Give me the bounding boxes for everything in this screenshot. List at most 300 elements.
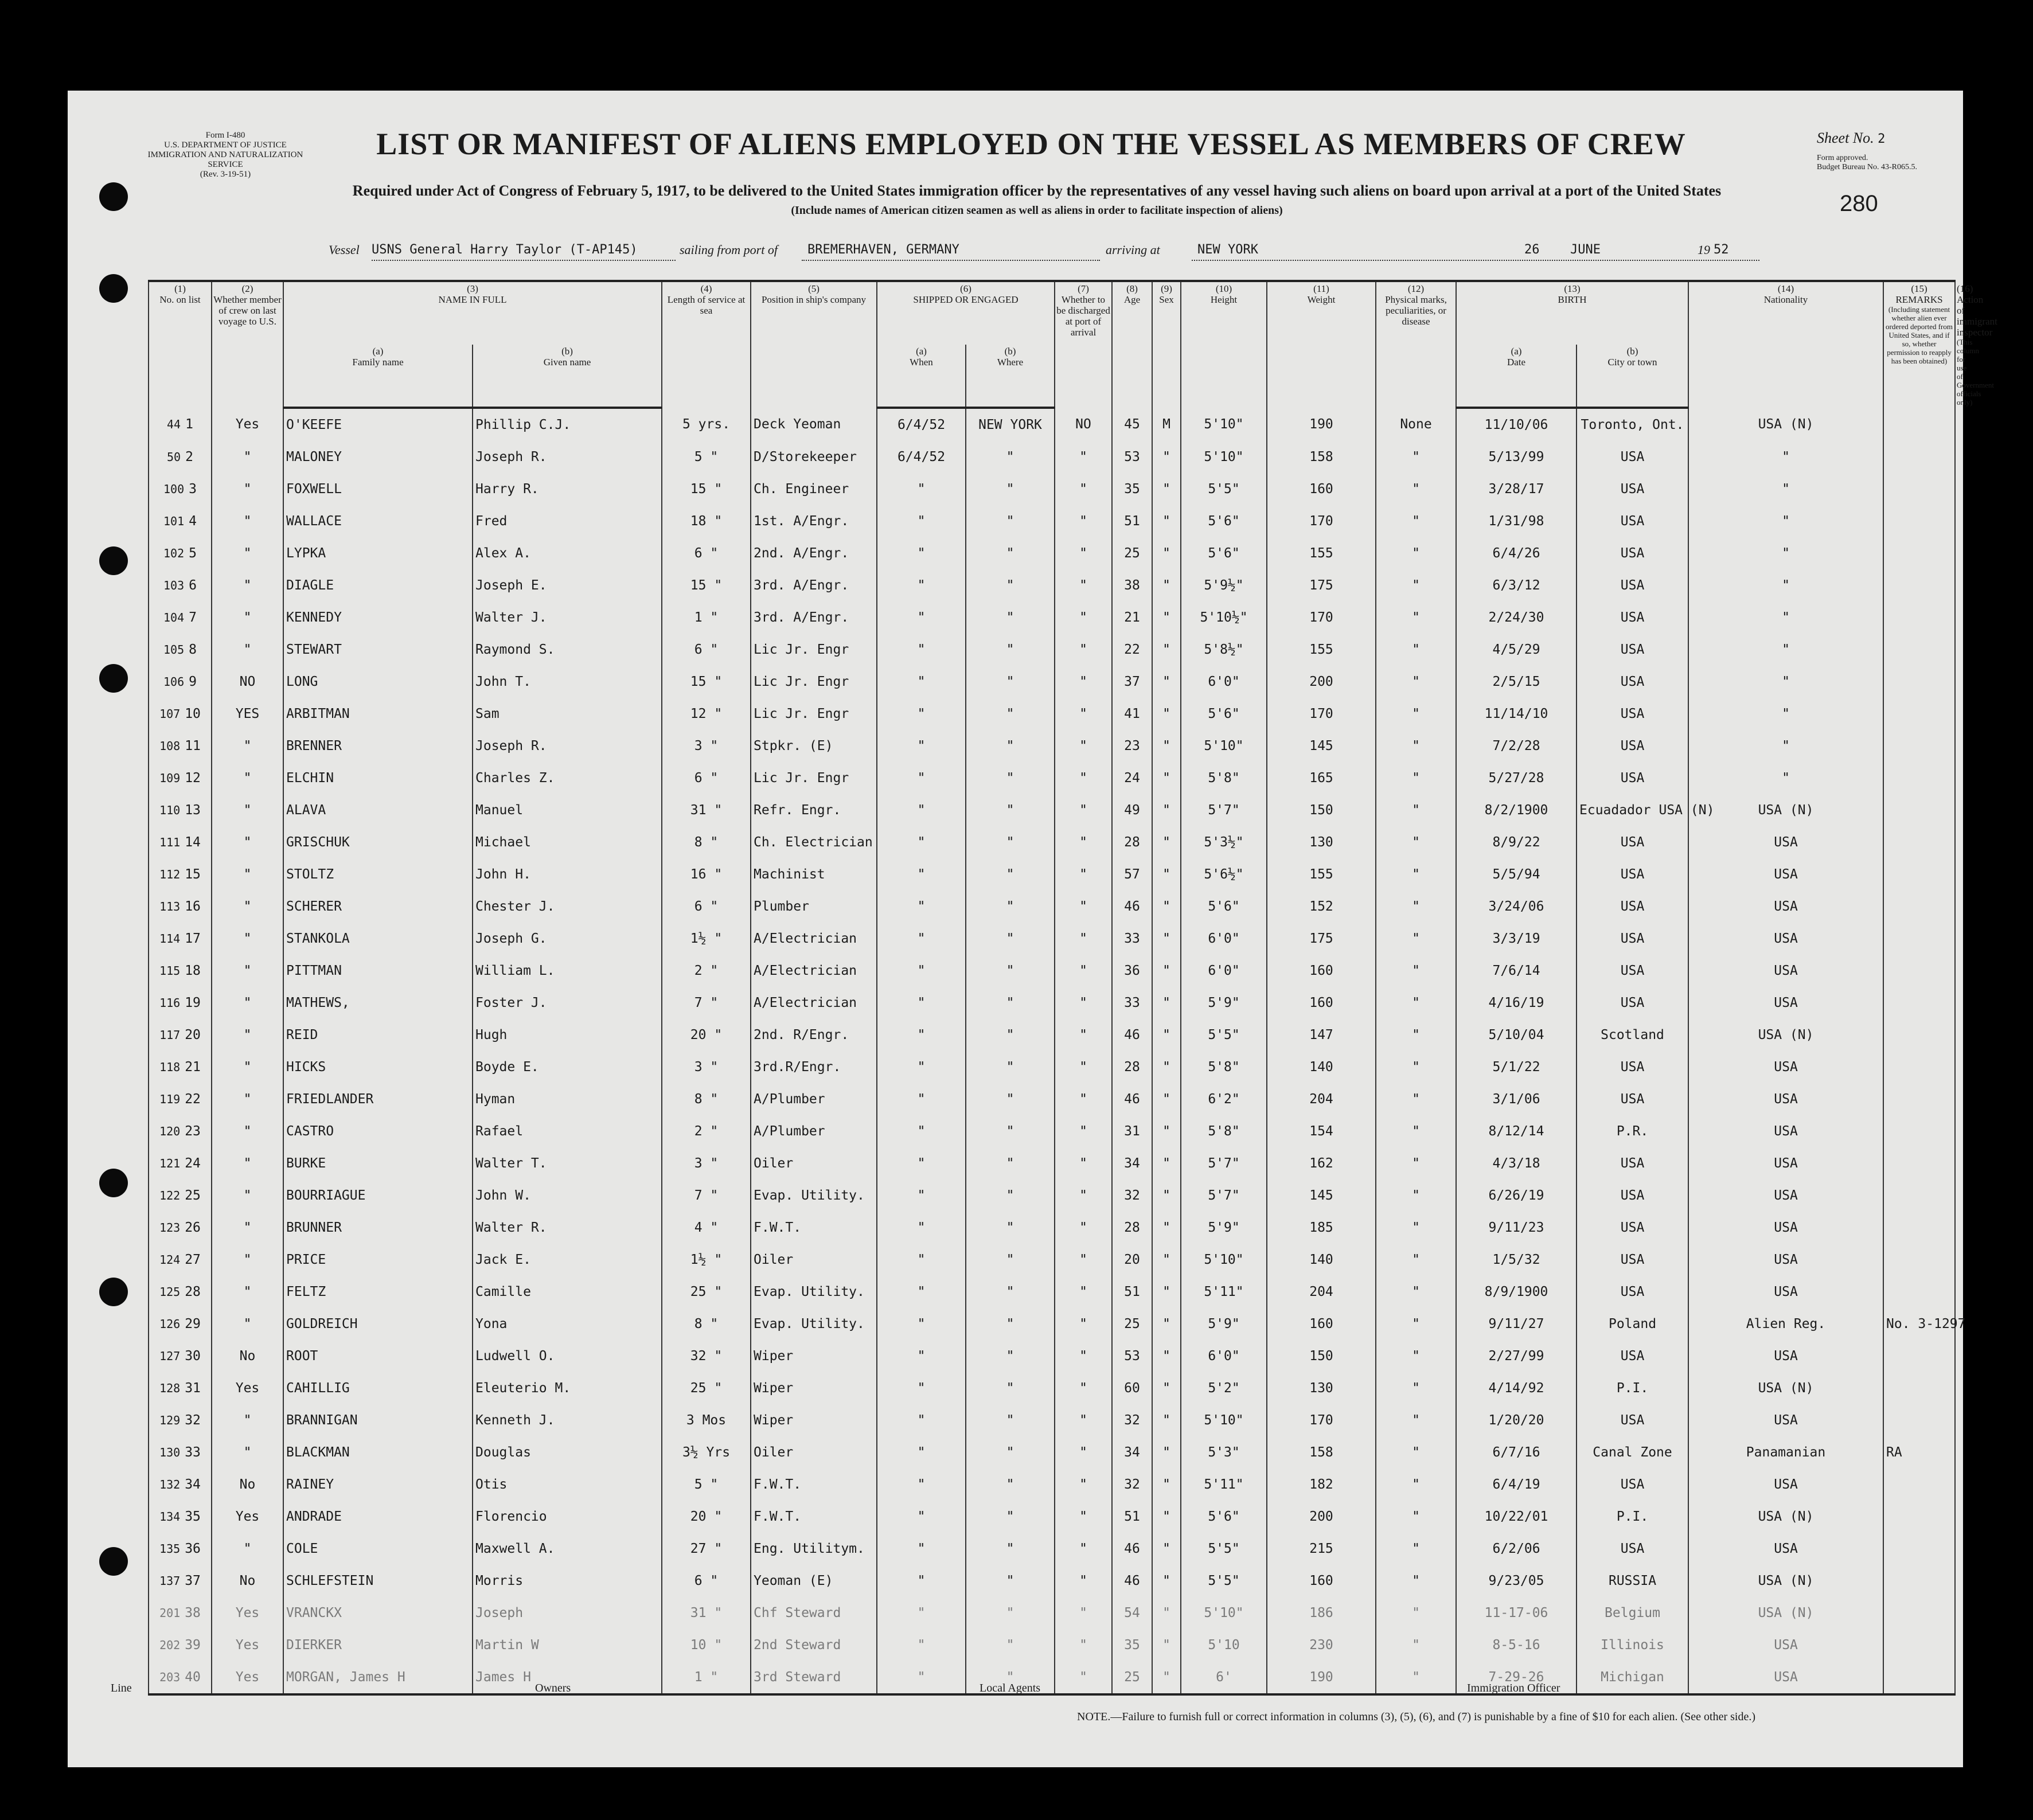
cell-discharge: " bbox=[1055, 1340, 1112, 1372]
margin-number: 130 bbox=[159, 1446, 181, 1459]
cell-shipped-where: " bbox=[966, 1083, 1055, 1115]
cell-row-number bbox=[149, 441, 212, 473]
cell-discharge: " bbox=[1055, 1533, 1112, 1565]
cell-birth-date: 8/12/14 bbox=[1456, 1115, 1577, 1147]
cell-weight: 140 bbox=[1267, 1244, 1376, 1276]
cell-weight: 140 bbox=[1267, 1051, 1376, 1083]
punch-hole bbox=[99, 1169, 128, 1197]
cell-remarks bbox=[1883, 602, 1955, 634]
cell-birth-city: USA bbox=[1577, 826, 1688, 858]
cell-birth-city: P.I. bbox=[1577, 1372, 1688, 1404]
list-number: 15 bbox=[185, 867, 201, 882]
form-approved-line: Form approved. bbox=[1817, 154, 1868, 162]
cell-given-name: Martin W bbox=[473, 1629, 662, 1661]
cell-sex: " bbox=[1152, 1244, 1181, 1276]
cell-shipped-when: " bbox=[877, 1051, 966, 1083]
cell-physical-marks: " bbox=[1376, 1115, 1456, 1147]
margin-number: 122 bbox=[159, 1189, 181, 1202]
cell-physical-marks: " bbox=[1376, 1501, 1456, 1533]
cell-row-number bbox=[149, 1083, 212, 1115]
cell-given-name: Kenneth J. bbox=[473, 1404, 662, 1436]
cell-service-length: 6 " bbox=[662, 537, 751, 569]
cell-sex: " bbox=[1152, 762, 1181, 794]
cell-age: 54 bbox=[1112, 1597, 1152, 1629]
cell-last-voyage: Yes bbox=[212, 1661, 283, 1694]
margin-number: 102 bbox=[163, 546, 185, 560]
cell-nationality: USA (N) bbox=[1688, 1597, 1883, 1629]
cell-birth-city: USA bbox=[1577, 666, 1688, 698]
cell-shipped-when: " bbox=[877, 794, 966, 826]
cell-birth-date: 9/11/23 bbox=[1456, 1212, 1577, 1244]
cell-position: 2nd Steward bbox=[751, 1629, 877, 1661]
cell-birth-city: Canal Zone bbox=[1577, 1436, 1688, 1469]
list-number: 26 bbox=[185, 1220, 201, 1235]
underline bbox=[802, 260, 1100, 261]
cell-age: 51 bbox=[1112, 1276, 1152, 1308]
handwritten-number: 280 bbox=[1840, 191, 1878, 216]
cell-remarks bbox=[1883, 634, 1955, 666]
cell-birth-city: USA bbox=[1577, 634, 1688, 666]
cell-age: 53 bbox=[1112, 1340, 1152, 1372]
cell-birth-city: Ecuadador USA (N) bbox=[1577, 794, 1688, 826]
table-row bbox=[149, 602, 1955, 634]
cell-family-name: VRANCKX bbox=[283, 1597, 473, 1629]
cell-nationality: Panamanian bbox=[1688, 1436, 1883, 1469]
cell-age: 25 bbox=[1112, 537, 1152, 569]
cell-shipped-where: " bbox=[966, 1308, 1055, 1340]
margin-number: 115 bbox=[159, 964, 181, 978]
cell-birth-date: 5/5/94 bbox=[1456, 858, 1577, 891]
col-header-age: (8) Age bbox=[1112, 281, 1152, 408]
cell-discharge: " bbox=[1055, 473, 1112, 505]
margin-number: 104 bbox=[163, 611, 185, 624]
cell-nationality: USA (N) bbox=[1688, 1501, 1883, 1533]
cell-nationality: USA bbox=[1688, 1147, 1883, 1180]
cell-shipped-where: " bbox=[966, 537, 1055, 569]
table-row bbox=[149, 569, 1955, 602]
cell-service-length: 1½ " bbox=[662, 923, 751, 955]
cell-discharge: " bbox=[1055, 1372, 1112, 1404]
cell-physical-marks: " bbox=[1376, 826, 1456, 858]
cell-discharge: " bbox=[1055, 1501, 1112, 1533]
cell-sex: " bbox=[1152, 955, 1181, 987]
cell-shipped-when: " bbox=[877, 505, 966, 537]
cell-birth-city: USA bbox=[1577, 891, 1688, 923]
cell-physical-marks: " bbox=[1376, 1147, 1456, 1180]
cell-shipped-where: " bbox=[966, 730, 1055, 762]
cell-row-number bbox=[149, 666, 212, 698]
cell-physical-marks: " bbox=[1376, 1083, 1456, 1115]
list-number: 19 bbox=[185, 995, 201, 1010]
cell-last-voyage: " bbox=[212, 602, 283, 634]
cell-sex: " bbox=[1152, 923, 1181, 955]
cell-physical-marks: " bbox=[1376, 794, 1456, 826]
cell-height: 5'6" bbox=[1181, 698, 1267, 730]
cell-discharge: " bbox=[1055, 794, 1112, 826]
cell-remarks bbox=[1883, 923, 1955, 955]
punch-hole bbox=[99, 274, 128, 303]
cell-remarks bbox=[1883, 1661, 1955, 1694]
cell-shipped-where: " bbox=[966, 602, 1055, 634]
cell-birth-city: USA bbox=[1577, 1083, 1688, 1115]
cell-shipped-where: NEW YORK bbox=[966, 408, 1055, 441]
cell-last-voyage: " bbox=[212, 1180, 283, 1212]
cell-family-name: BURKE bbox=[283, 1147, 473, 1180]
cell-position: Stpkr. (E) bbox=[751, 730, 877, 762]
cell-discharge: " bbox=[1055, 1565, 1112, 1597]
cell-last-voyage: No bbox=[212, 1340, 283, 1372]
cell-birth-city: Michigan bbox=[1577, 1661, 1688, 1694]
cell-height: 5'8" bbox=[1181, 1115, 1267, 1147]
cell-service-length: 20 " bbox=[662, 1019, 751, 1051]
cell-given-name: Alex A. bbox=[473, 537, 662, 569]
cell-row-number bbox=[149, 602, 212, 634]
cell-height: 5'6" bbox=[1181, 505, 1267, 537]
cell-weight: 160 bbox=[1267, 987, 1376, 1019]
cell-nationality: USA (N) bbox=[1688, 408, 1883, 441]
cell-given-name: Morris bbox=[473, 1565, 662, 1597]
cell-sex: " bbox=[1152, 1533, 1181, 1565]
cell-shipped-when: " bbox=[877, 1661, 966, 1694]
cell-given-name: Foster J. bbox=[473, 987, 662, 1019]
cell-discharge: " bbox=[1055, 1404, 1112, 1436]
cell-service-length: 1½ " bbox=[662, 1244, 751, 1276]
cell-age: 32 bbox=[1112, 1180, 1152, 1212]
cell-age: 36 bbox=[1112, 955, 1152, 987]
cell-shipped-when: " bbox=[877, 1308, 966, 1340]
cell-discharge: " bbox=[1055, 1244, 1112, 1276]
cell-shipped-when: " bbox=[877, 1083, 966, 1115]
cell-birth-city: USA bbox=[1577, 602, 1688, 634]
cell-remarks bbox=[1883, 1597, 1955, 1629]
cell-nationality: " bbox=[1688, 698, 1883, 730]
cell-given-name: John H. bbox=[473, 858, 662, 891]
cell-shipped-where: " bbox=[966, 1276, 1055, 1308]
table-row bbox=[149, 1340, 1955, 1372]
cell-age: 53 bbox=[1112, 441, 1152, 473]
cell-discharge: " bbox=[1055, 1051, 1112, 1083]
cell-given-name: Michael bbox=[473, 826, 662, 858]
table-row bbox=[149, 1404, 1955, 1436]
margin-number: 129 bbox=[159, 1413, 181, 1427]
cell-given-name: Sam bbox=[473, 698, 662, 730]
footer-line: Line bbox=[111, 1682, 132, 1694]
cell-service-length: 6 " bbox=[662, 762, 751, 794]
cell-family-name: ANDRADE bbox=[283, 1501, 473, 1533]
cell-birth-date: 6/4/19 bbox=[1456, 1469, 1577, 1501]
cell-remarks bbox=[1883, 1340, 1955, 1372]
cell-birth-date: 9/11/27 bbox=[1456, 1308, 1577, 1340]
cell-age: 46 bbox=[1112, 1083, 1152, 1115]
cell-service-length: 6 " bbox=[662, 1565, 751, 1597]
table-row bbox=[149, 1565, 1955, 1597]
col-header-nationality: (14) Nationality bbox=[1688, 281, 1883, 408]
cell-given-name: Joseph R. bbox=[473, 441, 662, 473]
cell-given-name: Walter R. bbox=[473, 1212, 662, 1244]
cell-height: 5'10 bbox=[1181, 1629, 1267, 1661]
cell-shipped-where: " bbox=[966, 923, 1055, 955]
cell-shipped-when: 6/4/52 bbox=[877, 408, 966, 441]
cell-row-number bbox=[149, 537, 212, 569]
cell-service-length: 7 " bbox=[662, 1180, 751, 1212]
cell-family-name: COLE bbox=[283, 1533, 473, 1565]
table-row bbox=[149, 408, 1955, 441]
cell-row-number bbox=[149, 1372, 212, 1404]
cell-shipped-where: " bbox=[966, 1019, 1055, 1051]
cell-weight: 190 bbox=[1267, 1661, 1376, 1694]
cell-physical-marks: " bbox=[1376, 1661, 1456, 1694]
cell-nationality: USA (N) bbox=[1688, 794, 1883, 826]
cell-age: 41 bbox=[1112, 698, 1152, 730]
list-number: 1 bbox=[185, 417, 193, 432]
cell-position: A/Electrician bbox=[751, 987, 877, 1019]
cell-birth-city: USA bbox=[1577, 1180, 1688, 1212]
cell-physical-marks: " bbox=[1376, 1180, 1456, 1212]
cell-last-voyage: Yes bbox=[212, 1501, 283, 1533]
cell-service-length: 8 " bbox=[662, 1308, 751, 1340]
cell-family-name: MATHEWS, bbox=[283, 987, 473, 1019]
cell-age: 21 bbox=[1112, 602, 1152, 634]
cell-birth-city: USA bbox=[1577, 1469, 1688, 1501]
cell-shipped-when: " bbox=[877, 1147, 966, 1180]
cell-remarks bbox=[1883, 1469, 1955, 1501]
cell-sex: " bbox=[1152, 858, 1181, 891]
cell-age: 32 bbox=[1112, 1404, 1152, 1436]
cell-age: 37 bbox=[1112, 666, 1152, 698]
list-number: 27 bbox=[185, 1252, 201, 1267]
cell-position: Refr. Engr. bbox=[751, 794, 877, 826]
list-number: 28 bbox=[185, 1284, 201, 1299]
table-row bbox=[149, 1597, 1955, 1629]
cell-weight: 170 bbox=[1267, 602, 1376, 634]
table-row bbox=[149, 1533, 1955, 1565]
cell-row-number bbox=[149, 1180, 212, 1212]
cell-weight: 152 bbox=[1267, 891, 1376, 923]
cell-service-length: 8 " bbox=[662, 1083, 751, 1115]
cell-discharge: " bbox=[1055, 858, 1112, 891]
footer-note: NOTE.—Failure to furnish full or correct information in columns (3), (5), (6), and (7) is punishable by a fine of $10 for each alien. (See other side.) bbox=[1077, 1710, 1755, 1723]
cell-remarks bbox=[1883, 441, 1955, 473]
cell-shipped-when: " bbox=[877, 891, 966, 923]
cell-sex: " bbox=[1152, 473, 1181, 505]
cell-birth-city: P.I. bbox=[1577, 1501, 1688, 1533]
cell-physical-marks: " bbox=[1376, 1469, 1456, 1501]
cell-physical-marks: " bbox=[1376, 1565, 1456, 1597]
cell-height: 5'5" bbox=[1181, 1019, 1267, 1051]
col-header-height: (10) Height bbox=[1181, 281, 1267, 408]
cell-shipped-when: " bbox=[877, 634, 966, 666]
cell-age: 46 bbox=[1112, 1533, 1152, 1565]
cell-given-name: Yona bbox=[473, 1308, 662, 1340]
cell-weight: 215 bbox=[1267, 1533, 1376, 1565]
list-number: 30 bbox=[185, 1349, 201, 1364]
cell-birth-city: Illinois bbox=[1577, 1629, 1688, 1661]
cell-shipped-when: " bbox=[877, 1340, 966, 1372]
cell-height: 5'8" bbox=[1181, 762, 1267, 794]
cell-weight: 204 bbox=[1267, 1276, 1376, 1308]
cell-discharge: " bbox=[1055, 441, 1112, 473]
cell-height: 5'10½" bbox=[1181, 602, 1267, 634]
cell-last-voyage: " bbox=[212, 569, 283, 602]
cell-sex: " bbox=[1152, 666, 1181, 698]
cell-discharge: " bbox=[1055, 569, 1112, 602]
cell-row-number bbox=[149, 826, 212, 858]
cell-nationality: " bbox=[1688, 505, 1883, 537]
cell-family-name: PITTMAN bbox=[283, 955, 473, 987]
margin-number: 112 bbox=[159, 868, 181, 881]
cell-last-voyage: " bbox=[212, 923, 283, 955]
cell-position: Wiper bbox=[751, 1404, 877, 1436]
cell-height: 5'10" bbox=[1181, 1244, 1267, 1276]
margin-number: 124 bbox=[159, 1253, 181, 1267]
cell-birth-date: 7/6/14 bbox=[1456, 955, 1577, 987]
cell-height: 5'6" bbox=[1181, 1501, 1267, 1533]
cell-birth-city: USA bbox=[1577, 1533, 1688, 1565]
cell-family-name: ROOT bbox=[283, 1340, 473, 1372]
cell-nationality: USA bbox=[1688, 1051, 1883, 1083]
cell-birth-date: 5/27/28 bbox=[1456, 762, 1577, 794]
cell-height: 6'0" bbox=[1181, 1340, 1267, 1372]
cell-given-name: Hyman bbox=[473, 1083, 662, 1115]
cell-position: 1st. A/Engr. bbox=[751, 505, 877, 537]
cell-birth-date: 4/3/18 bbox=[1456, 1147, 1577, 1180]
cell-remarks bbox=[1883, 1019, 1955, 1051]
cell-shipped-where: " bbox=[966, 858, 1055, 891]
cell-service-length: 5 yrs. bbox=[662, 408, 751, 441]
cell-last-voyage: " bbox=[212, 1115, 283, 1147]
cell-physical-marks: " bbox=[1376, 987, 1456, 1019]
cell-last-voyage: " bbox=[212, 858, 283, 891]
cell-discharge: " bbox=[1055, 955, 1112, 987]
cell-remarks bbox=[1883, 1404, 1955, 1436]
cell-birth-date: 6/26/19 bbox=[1456, 1180, 1577, 1212]
cell-row-number bbox=[149, 1436, 212, 1469]
cell-height: 5'8" bbox=[1181, 1051, 1267, 1083]
cell-sex: " bbox=[1152, 1469, 1181, 1501]
cell-row-number bbox=[149, 1019, 212, 1051]
cell-sex: M bbox=[1152, 408, 1181, 441]
cell-sex: " bbox=[1152, 1180, 1181, 1212]
cell-age: 35 bbox=[1112, 473, 1152, 505]
cell-shipped-when: " bbox=[877, 698, 966, 730]
list-number: 38 bbox=[185, 1606, 201, 1620]
cell-discharge: " bbox=[1055, 1308, 1112, 1340]
cell-sex: " bbox=[1152, 1115, 1181, 1147]
cell-physical-marks: " bbox=[1376, 1276, 1456, 1308]
cell-given-name: Douglas bbox=[473, 1436, 662, 1469]
cell-discharge: " bbox=[1055, 1469, 1112, 1501]
cell-nationality: " bbox=[1688, 762, 1883, 794]
cell-weight: 150 bbox=[1267, 1340, 1376, 1372]
cell-service-length: 1 " bbox=[662, 602, 751, 634]
cell-given-name: Ludwell O. bbox=[473, 1340, 662, 1372]
cell-weight: 160 bbox=[1267, 473, 1376, 505]
cell-remarks bbox=[1883, 1372, 1955, 1404]
margin-number: 110 bbox=[159, 803, 181, 817]
cell-sex: " bbox=[1152, 1276, 1181, 1308]
year-prefix: 19 bbox=[1698, 243, 1710, 257]
cell-remarks bbox=[1883, 826, 1955, 858]
cell-weight: 130 bbox=[1267, 1372, 1376, 1404]
cell-birth-date: 2/27/99 bbox=[1456, 1340, 1577, 1372]
cell-weight: 200 bbox=[1267, 666, 1376, 698]
table-row bbox=[149, 826, 1955, 858]
sheet-value: 2 bbox=[1878, 132, 1886, 146]
cell-height: 5'3½" bbox=[1181, 826, 1267, 858]
cell-given-name: Hugh bbox=[473, 1019, 662, 1051]
cell-remarks bbox=[1883, 1147, 1955, 1180]
cell-birth-city: USA bbox=[1577, 569, 1688, 602]
cell-remarks bbox=[1883, 1501, 1955, 1533]
cell-nationality: USA bbox=[1688, 891, 1883, 923]
cell-shipped-where: " bbox=[966, 826, 1055, 858]
cell-age: 24 bbox=[1112, 762, 1152, 794]
table-row bbox=[149, 1372, 1955, 1404]
cell-last-voyage: " bbox=[212, 955, 283, 987]
table-row bbox=[149, 987, 1955, 1019]
list-number: 25 bbox=[185, 1188, 201, 1203]
cell-height: 5'2" bbox=[1181, 1372, 1267, 1404]
cell-birth-city: USA bbox=[1577, 955, 1688, 987]
table-row bbox=[149, 891, 1955, 923]
cell-given-name: Rafael bbox=[473, 1115, 662, 1147]
cell-family-name: BLACKMAN bbox=[283, 1436, 473, 1469]
cell-age: 34 bbox=[1112, 1436, 1152, 1469]
cell-position: Evap. Utility. bbox=[751, 1180, 877, 1212]
cell-sex: " bbox=[1152, 891, 1181, 923]
cell-family-name: ELCHIN bbox=[283, 762, 473, 794]
cell-service-length: 25 " bbox=[662, 1276, 751, 1308]
cell-position: F.W.T. bbox=[751, 1212, 877, 1244]
cell-remarks bbox=[1883, 505, 1955, 537]
cell-sex: " bbox=[1152, 730, 1181, 762]
cell-last-voyage: Yes bbox=[212, 1629, 283, 1661]
arriving-label: arriving at bbox=[1106, 243, 1160, 257]
cell-given-name: Phillip C.J. bbox=[473, 408, 662, 441]
cell-position: Evap. Utility. bbox=[751, 1308, 877, 1340]
cell-last-voyage: " bbox=[212, 1147, 283, 1180]
cell-sex: " bbox=[1152, 1565, 1181, 1597]
table-row bbox=[149, 698, 1955, 730]
cell-height: 5'11" bbox=[1181, 1276, 1267, 1308]
cell-last-voyage: " bbox=[212, 891, 283, 923]
cell-sex: " bbox=[1152, 1629, 1181, 1661]
cell-given-name: Joseph bbox=[473, 1597, 662, 1629]
cell-position: Lic Jr. Engr bbox=[751, 634, 877, 666]
cell-sex: " bbox=[1152, 537, 1181, 569]
cell-shipped-where: " bbox=[966, 1147, 1055, 1180]
cell-family-name: WALLACE bbox=[283, 505, 473, 537]
cell-discharge: " bbox=[1055, 537, 1112, 569]
cell-service-length: 31 " bbox=[662, 1597, 751, 1629]
cell-given-name: John T. bbox=[473, 666, 662, 698]
cell-sex: " bbox=[1152, 1501, 1181, 1533]
cell-nationality: USA bbox=[1688, 1115, 1883, 1147]
col-header-marks: (12) Physical marks, peculiarities, or disease bbox=[1376, 281, 1456, 408]
cell-birth-date: 7/2/28 bbox=[1456, 730, 1577, 762]
list-number: 23 bbox=[185, 1124, 201, 1139]
cell-age: 35 bbox=[1112, 1629, 1152, 1661]
margin-number: 123 bbox=[159, 1221, 181, 1235]
arrival-month: JUNE bbox=[1570, 243, 1601, 257]
cell-age: 46 bbox=[1112, 1019, 1152, 1051]
list-number: 4 bbox=[189, 514, 197, 529]
table-row bbox=[149, 441, 1955, 473]
cell-service-length: 32 " bbox=[662, 1340, 751, 1372]
cell-last-voyage: " bbox=[212, 1019, 283, 1051]
budget-bureau-line: Budget Bureau No. 43-R065.5. bbox=[1817, 163, 1917, 171]
cell-height: 5'10" bbox=[1181, 730, 1267, 762]
